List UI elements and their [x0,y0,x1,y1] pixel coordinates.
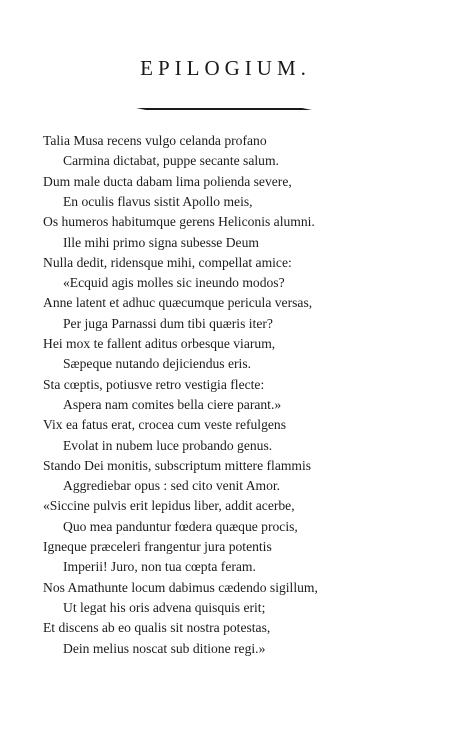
poem-line: Dum male ducta dabam lima polienda severe, [43,173,292,189]
title-rule [136,108,312,110]
poem-line: Nos Amathunte locum dabimus cædendo sigillum, [43,579,318,595]
poem-line: «Siccine pulvis erit lepidus liber, addit acerbe, [43,498,295,514]
poem-line: Carmina dictabat, puppe secante salum. [63,153,279,169]
poem-line: Quo mea panduntur fœdera quæque procis, [63,518,298,534]
poem-line: Igneque præceleri frangentur jura potentis [43,539,272,554]
poem-line: Imperii! Juro, non tua cœpta feram. [63,559,256,575]
poem-line: «Ecquid agis molles sic ineundo modos? [63,275,285,291]
poem-line: Stando Dei monitis, subscriptum mittere flammis [43,457,312,473]
page-title: EPILOGIUM. [140,56,311,80]
poem-line: Aspera nam comites bella ciere parant.» [63,396,282,412]
poem-line: Sta cœptis, potiusve retro vestigia flecte: [43,376,265,392]
poem-line: Ille mihi primo signa subesse Deum [63,234,259,250]
poem-line: Anne latent et adhuc quæcumque pericula versas, [43,295,313,311]
poem-line: Hei mox te fallent aditus orbesque viarum, [43,336,276,351]
poem-line: Talia Musa recens vulgo celanda profano [43,133,267,148]
poem-line: Et discens ab eo qualis sit nostra potestas, [43,620,271,636]
poem-line: Os humeros habitumque gerens Heliconis alumni. [43,214,315,230]
poem-line: Vix ea fatus erat, crocea cum veste refulgens [43,417,286,433]
poem-line: Dein melius noscat sub ditione regi.» [63,640,266,656]
poem-line: Evolat in nubem luce probando genus. [63,437,273,453]
poem-line: En oculis flavus sistit Apollo meis, [63,193,253,209]
poem-line: Sæpeque nutando dejiciendus eris. [63,356,252,372]
poem-line: Per juga Parnassi dum tibi quæris iter? [63,315,273,331]
poem-line: Aggrediebar opus : sed cito venit Amor. [63,478,281,494]
poem-line: Ut legat his oris advena quisquis erit; [63,599,266,615]
poem-line: Nulla dedit, ridensque mihi, compellat amice: [43,254,292,270]
